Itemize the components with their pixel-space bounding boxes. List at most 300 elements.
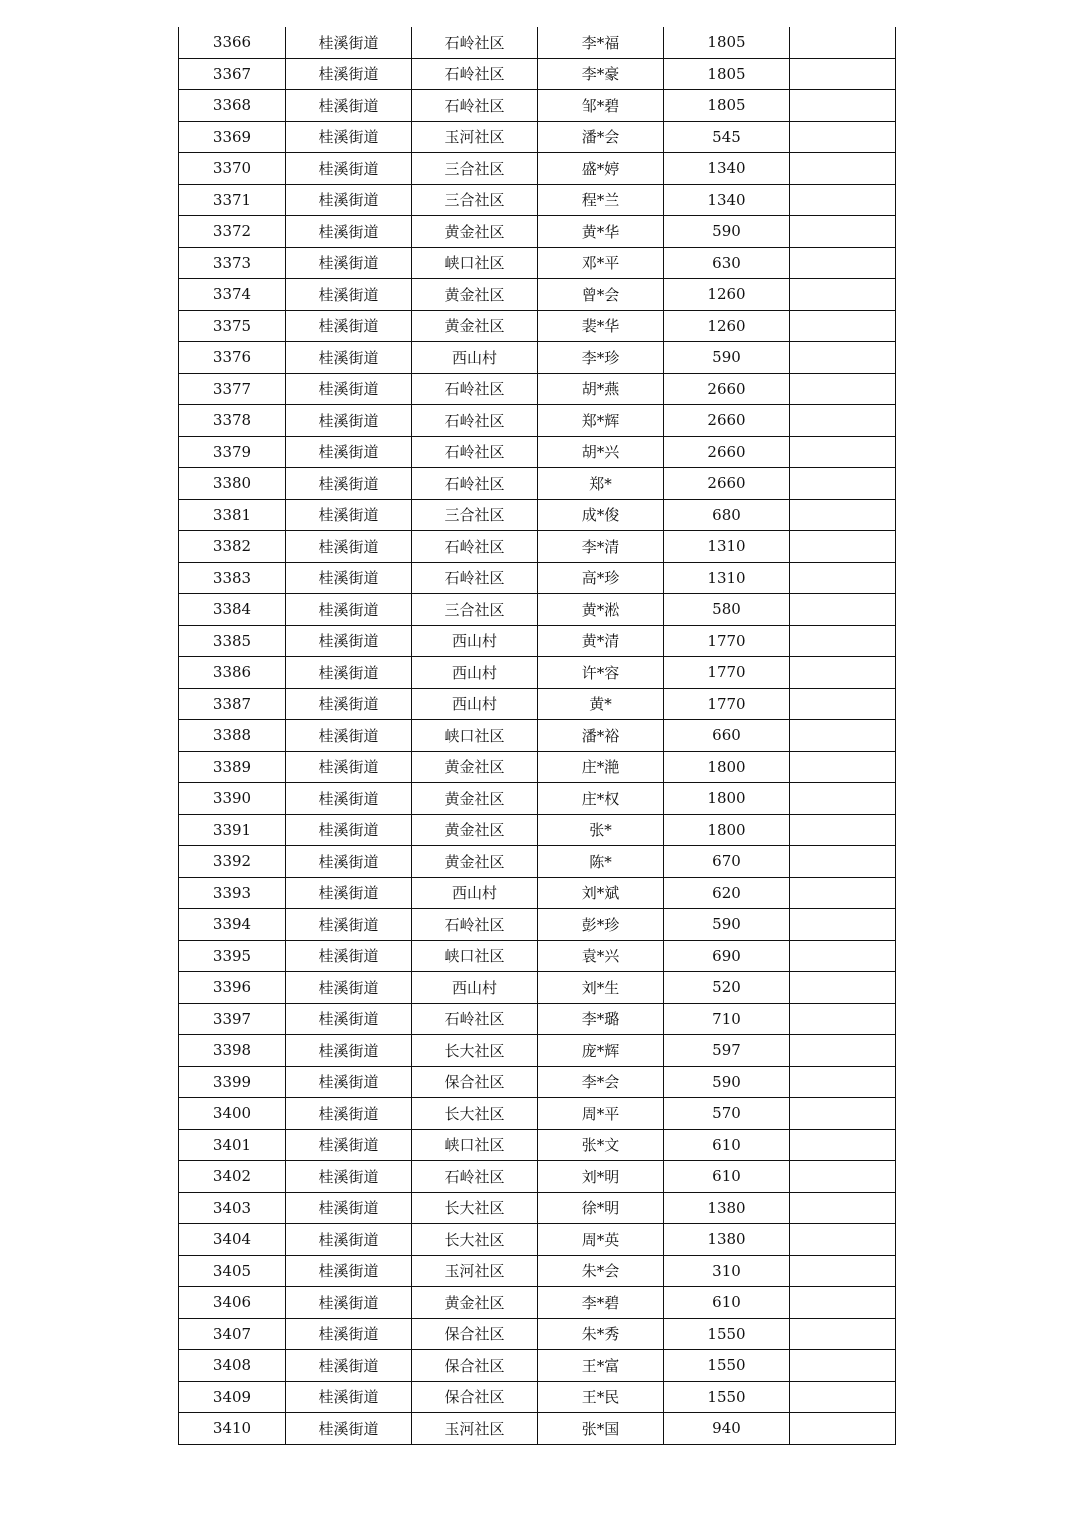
amount-cell: 620 xyxy=(664,877,790,909)
row-number-cell: 3371 xyxy=(179,184,286,216)
name-cell: 郑* xyxy=(538,468,664,500)
name-cell: 李*珍 xyxy=(538,342,664,374)
note-cell xyxy=(790,405,896,437)
table-row xyxy=(179,1066,896,1098)
note-cell xyxy=(790,1066,896,1098)
street-cell: 桂溪街道 xyxy=(286,1098,412,1130)
table-row xyxy=(179,373,896,405)
community-cell: 黄金社区 xyxy=(412,1287,538,1319)
street-cell: 桂溪街道 xyxy=(286,216,412,248)
row-number-cell: 3383 xyxy=(179,562,286,594)
name-cell: 周*英 xyxy=(538,1224,664,1256)
table-row xyxy=(179,58,896,90)
name-cell: 胡*燕 xyxy=(538,373,664,405)
community-cell: 峡口社区 xyxy=(412,1129,538,1161)
row-number-cell: 3391 xyxy=(179,814,286,846)
community-cell: 石岭社区 xyxy=(412,58,538,90)
table-row xyxy=(179,1003,896,1035)
row-number-cell: 3386 xyxy=(179,657,286,689)
note-cell xyxy=(790,310,896,342)
street-cell: 桂溪街道 xyxy=(286,531,412,563)
street-cell: 桂溪街道 xyxy=(286,1413,412,1445)
street-cell: 桂溪街道 xyxy=(286,58,412,90)
name-cell: 周*平 xyxy=(538,1098,664,1130)
note-cell xyxy=(790,468,896,500)
amount-cell: 590 xyxy=(664,909,790,941)
table-row xyxy=(179,247,896,279)
street-cell: 桂溪街道 xyxy=(286,688,412,720)
community-cell: 黄金社区 xyxy=(412,751,538,783)
name-cell: 郑*辉 xyxy=(538,405,664,437)
table-row xyxy=(179,562,896,594)
row-number-cell: 3398 xyxy=(179,1035,286,1067)
street-cell: 桂溪街道 xyxy=(286,153,412,185)
amount-cell: 1805 xyxy=(664,27,790,58)
table-row xyxy=(179,720,896,752)
row-number-cell: 3370 xyxy=(179,153,286,185)
table-row xyxy=(179,405,896,437)
name-cell: 彭*珍 xyxy=(538,909,664,941)
amount-cell: 1800 xyxy=(664,751,790,783)
street-cell: 桂溪街道 xyxy=(286,1381,412,1413)
community-cell: 玉河社区 xyxy=(412,1255,538,1287)
name-cell: 许*容 xyxy=(538,657,664,689)
street-cell: 桂溪街道 xyxy=(286,499,412,531)
table-row xyxy=(179,940,896,972)
community-cell: 西山村 xyxy=(412,688,538,720)
row-number-cell: 3410 xyxy=(179,1413,286,1445)
community-cell: 三合社区 xyxy=(412,594,538,626)
row-number-cell: 3408 xyxy=(179,1350,286,1382)
community-cell: 峡口社区 xyxy=(412,940,538,972)
note-cell xyxy=(790,247,896,279)
row-number-cell: 3397 xyxy=(179,1003,286,1035)
community-cell: 黄金社区 xyxy=(412,279,538,311)
street-cell: 桂溪街道 xyxy=(286,657,412,689)
row-number-cell: 3402 xyxy=(179,1161,286,1193)
amount-cell: 310 xyxy=(664,1255,790,1287)
community-cell: 三合社区 xyxy=(412,184,538,216)
amount-cell: 2660 xyxy=(664,373,790,405)
community-cell: 保合社区 xyxy=(412,1318,538,1350)
table-row xyxy=(179,1318,896,1350)
table-row xyxy=(179,814,896,846)
table-row xyxy=(179,625,896,657)
street-cell: 桂溪街道 xyxy=(286,247,412,279)
amount-cell: 1550 xyxy=(664,1350,790,1382)
amount-cell: 1340 xyxy=(664,153,790,185)
name-cell: 胡*兴 xyxy=(538,436,664,468)
amount-cell: 1800 xyxy=(664,783,790,815)
note-cell xyxy=(790,90,896,122)
row-number-cell: 3407 xyxy=(179,1318,286,1350)
street-cell: 桂溪街道 xyxy=(286,90,412,122)
note-cell xyxy=(790,940,896,972)
table-row xyxy=(179,877,896,909)
amount-cell: 1340 xyxy=(664,184,790,216)
street-cell: 桂溪街道 xyxy=(286,625,412,657)
note-cell xyxy=(790,1255,896,1287)
amount-cell: 670 xyxy=(664,846,790,878)
street-cell: 桂溪街道 xyxy=(286,468,412,500)
name-cell: 高*珍 xyxy=(538,562,664,594)
community-cell: 长大社区 xyxy=(412,1098,538,1130)
amount-cell: 610 xyxy=(664,1161,790,1193)
street-cell: 桂溪街道 xyxy=(286,436,412,468)
community-cell: 西山村 xyxy=(412,625,538,657)
name-cell: 成*俊 xyxy=(538,499,664,531)
name-cell: 刘*斌 xyxy=(538,877,664,909)
table-row xyxy=(179,783,896,815)
table-row xyxy=(179,1192,896,1224)
note-cell xyxy=(790,1129,896,1161)
community-cell: 西山村 xyxy=(412,972,538,1004)
row-number-cell: 3376 xyxy=(179,342,286,374)
table-row xyxy=(179,751,896,783)
note-cell xyxy=(790,720,896,752)
table-row xyxy=(179,153,896,185)
table-row xyxy=(179,1413,896,1445)
table-row xyxy=(179,436,896,468)
table-row xyxy=(179,468,896,500)
row-number-cell: 3405 xyxy=(179,1255,286,1287)
amount-cell: 1380 xyxy=(664,1192,790,1224)
row-number-cell: 3374 xyxy=(179,279,286,311)
table-row xyxy=(179,846,896,878)
amount-cell: 2660 xyxy=(664,436,790,468)
amount-cell: 1260 xyxy=(664,310,790,342)
amount-cell: 1800 xyxy=(664,814,790,846)
table-row xyxy=(179,972,896,1004)
row-number-cell: 3366 xyxy=(179,27,286,58)
row-number-cell: 3403 xyxy=(179,1192,286,1224)
community-cell: 保合社区 xyxy=(412,1066,538,1098)
row-number-cell: 3385 xyxy=(179,625,286,657)
name-cell: 朱*会 xyxy=(538,1255,664,1287)
amount-cell: 940 xyxy=(664,1413,790,1445)
name-cell: 刘*明 xyxy=(538,1161,664,1193)
community-cell: 长大社区 xyxy=(412,1192,538,1224)
street-cell: 桂溪街道 xyxy=(286,1255,412,1287)
name-cell: 王*富 xyxy=(538,1350,664,1382)
community-cell: 保合社区 xyxy=(412,1381,538,1413)
community-cell: 石岭社区 xyxy=(412,909,538,941)
street-cell: 桂溪街道 xyxy=(286,594,412,626)
amount-cell: 1550 xyxy=(664,1318,790,1350)
amount-cell: 2660 xyxy=(664,468,790,500)
community-cell: 峡口社区 xyxy=(412,720,538,752)
street-cell: 桂溪街道 xyxy=(286,751,412,783)
note-cell xyxy=(790,814,896,846)
amount-cell: 520 xyxy=(664,972,790,1004)
community-cell: 黄金社区 xyxy=(412,846,538,878)
street-cell: 桂溪街道 xyxy=(286,27,412,58)
note-cell xyxy=(790,184,896,216)
note-cell xyxy=(790,1413,896,1445)
street-cell: 桂溪街道 xyxy=(286,1192,412,1224)
street-cell: 桂溪街道 xyxy=(286,373,412,405)
community-cell: 石岭社区 xyxy=(412,1161,538,1193)
table-row xyxy=(179,184,896,216)
table-row xyxy=(179,1287,896,1319)
street-cell: 桂溪街道 xyxy=(286,720,412,752)
note-cell xyxy=(790,1224,896,1256)
name-cell: 李*清 xyxy=(538,531,664,563)
row-number-cell: 3369 xyxy=(179,121,286,153)
name-cell: 张*国 xyxy=(538,1413,664,1445)
name-cell: 袁*兴 xyxy=(538,940,664,972)
note-cell xyxy=(790,373,896,405)
note-cell xyxy=(790,342,896,374)
street-cell: 桂溪街道 xyxy=(286,783,412,815)
table-row xyxy=(179,279,896,311)
community-cell: 石岭社区 xyxy=(412,373,538,405)
note-cell xyxy=(790,1192,896,1224)
name-cell: 庞*辉 xyxy=(538,1035,664,1067)
name-cell: 李*豪 xyxy=(538,58,664,90)
amount-cell: 1805 xyxy=(664,90,790,122)
table-row xyxy=(179,499,896,531)
name-cell: 庄*滟 xyxy=(538,751,664,783)
row-number-cell: 3394 xyxy=(179,909,286,941)
street-cell: 桂溪街道 xyxy=(286,1318,412,1350)
amount-cell: 580 xyxy=(664,594,790,626)
amount-cell: 545 xyxy=(664,121,790,153)
community-cell: 黄金社区 xyxy=(412,814,538,846)
street-cell: 桂溪街道 xyxy=(286,1066,412,1098)
note-cell xyxy=(790,625,896,657)
note-cell xyxy=(790,909,896,941)
street-cell: 桂溪街道 xyxy=(286,1224,412,1256)
row-number-cell: 3404 xyxy=(179,1224,286,1256)
row-number-cell: 3395 xyxy=(179,940,286,972)
note-cell xyxy=(790,436,896,468)
note-cell xyxy=(790,121,896,153)
community-cell: 石岭社区 xyxy=(412,531,538,563)
community-cell: 保合社区 xyxy=(412,1350,538,1382)
note-cell xyxy=(790,499,896,531)
name-cell: 张*文 xyxy=(538,1129,664,1161)
row-number-cell: 3406 xyxy=(179,1287,286,1319)
community-cell: 长大社区 xyxy=(412,1035,538,1067)
table-row xyxy=(179,1161,896,1193)
table-row xyxy=(179,909,896,941)
row-number-cell: 3390 xyxy=(179,783,286,815)
amount-cell: 660 xyxy=(664,720,790,752)
amount-cell: 1550 xyxy=(664,1381,790,1413)
row-number-cell: 3387 xyxy=(179,688,286,720)
amount-cell: 590 xyxy=(664,216,790,248)
amount-cell: 597 xyxy=(664,1035,790,1067)
name-cell: 邓*平 xyxy=(538,247,664,279)
table-row xyxy=(179,1224,896,1256)
amount-cell: 590 xyxy=(664,342,790,374)
name-cell: 潘*裕 xyxy=(538,720,664,752)
row-number-cell: 3373 xyxy=(179,247,286,279)
table-row xyxy=(179,1129,896,1161)
street-cell: 桂溪街道 xyxy=(286,1161,412,1193)
street-cell: 桂溪街道 xyxy=(286,1287,412,1319)
row-number-cell: 3382 xyxy=(179,531,286,563)
note-cell xyxy=(790,216,896,248)
street-cell: 桂溪街道 xyxy=(286,279,412,311)
note-cell xyxy=(790,594,896,626)
community-cell: 石岭社区 xyxy=(412,1003,538,1035)
note-cell xyxy=(790,27,896,58)
amount-cell: 590 xyxy=(664,1066,790,1098)
street-cell: 桂溪街道 xyxy=(286,877,412,909)
street-cell: 桂溪街道 xyxy=(286,1129,412,1161)
amount-cell: 710 xyxy=(664,1003,790,1035)
community-cell: 西山村 xyxy=(412,342,538,374)
note-cell xyxy=(790,1098,896,1130)
amount-cell: 1805 xyxy=(664,58,790,90)
note-cell xyxy=(790,1318,896,1350)
community-cell: 西山村 xyxy=(412,877,538,909)
row-number-cell: 3388 xyxy=(179,720,286,752)
name-cell: 曾*会 xyxy=(538,279,664,311)
row-number-cell: 3372 xyxy=(179,216,286,248)
table-row xyxy=(179,90,896,122)
note-cell xyxy=(790,153,896,185)
row-number-cell: 3409 xyxy=(179,1381,286,1413)
amount-cell: 1380 xyxy=(664,1224,790,1256)
street-cell: 桂溪街道 xyxy=(286,940,412,972)
row-number-cell: 3368 xyxy=(179,90,286,122)
note-cell xyxy=(790,783,896,815)
street-cell: 桂溪街道 xyxy=(286,342,412,374)
row-number-cell: 3392 xyxy=(179,846,286,878)
name-cell: 黄*华 xyxy=(538,216,664,248)
name-cell: 黄*淞 xyxy=(538,594,664,626)
amount-cell: 1770 xyxy=(664,657,790,689)
name-cell: 陈* xyxy=(538,846,664,878)
row-number-cell: 3399 xyxy=(179,1066,286,1098)
name-cell: 裴*华 xyxy=(538,310,664,342)
table-row xyxy=(179,594,896,626)
roster-table-body xyxy=(179,27,896,1444)
name-cell: 庄*权 xyxy=(538,783,664,815)
name-cell: 李*福 xyxy=(538,27,664,58)
street-cell: 桂溪街道 xyxy=(286,1003,412,1035)
row-number-cell: 3393 xyxy=(179,877,286,909)
table-row xyxy=(179,342,896,374)
row-number-cell: 3377 xyxy=(179,373,286,405)
note-cell xyxy=(790,657,896,689)
note-cell xyxy=(790,1003,896,1035)
street-cell: 桂溪街道 xyxy=(286,310,412,342)
note-cell xyxy=(790,1287,896,1319)
table-row xyxy=(179,688,896,720)
amount-cell: 630 xyxy=(664,247,790,279)
street-cell: 桂溪街道 xyxy=(286,562,412,594)
amount-cell: 1770 xyxy=(664,625,790,657)
amount-cell: 570 xyxy=(664,1098,790,1130)
table-row xyxy=(179,27,896,58)
street-cell: 桂溪街道 xyxy=(286,814,412,846)
table-row xyxy=(179,1255,896,1287)
amount-cell: 1310 xyxy=(664,562,790,594)
amount-cell: 610 xyxy=(664,1287,790,1319)
community-cell: 三合社区 xyxy=(412,153,538,185)
table-row xyxy=(179,121,896,153)
name-cell: 徐*明 xyxy=(538,1192,664,1224)
name-cell: 王*民 xyxy=(538,1381,664,1413)
street-cell: 桂溪街道 xyxy=(286,405,412,437)
amount-cell: 680 xyxy=(664,499,790,531)
row-number-cell: 3384 xyxy=(179,594,286,626)
table-row xyxy=(179,531,896,563)
community-cell: 长大社区 xyxy=(412,1224,538,1256)
table-row xyxy=(179,1098,896,1130)
note-cell xyxy=(790,562,896,594)
row-number-cell: 3380 xyxy=(179,468,286,500)
note-cell xyxy=(790,531,896,563)
table-row xyxy=(179,1035,896,1067)
row-number-cell: 3381 xyxy=(179,499,286,531)
name-cell: 盛*婷 xyxy=(538,153,664,185)
table-row xyxy=(179,1381,896,1413)
community-cell: 峡口社区 xyxy=(412,247,538,279)
community-cell: 玉河社区 xyxy=(412,1413,538,1445)
amount-cell: 1770 xyxy=(664,688,790,720)
name-cell: 邹*碧 xyxy=(538,90,664,122)
table-row xyxy=(179,657,896,689)
amount-cell: 690 xyxy=(664,940,790,972)
table-row xyxy=(179,1350,896,1382)
row-number-cell: 3375 xyxy=(179,310,286,342)
note-cell xyxy=(790,846,896,878)
roster-table xyxy=(178,27,896,1445)
community-cell: 三合社区 xyxy=(412,499,538,531)
note-cell xyxy=(790,1035,896,1067)
row-number-cell: 3378 xyxy=(179,405,286,437)
street-cell: 桂溪街道 xyxy=(286,1035,412,1067)
row-number-cell: 3401 xyxy=(179,1129,286,1161)
name-cell: 刘*生 xyxy=(538,972,664,1004)
row-number-cell: 3400 xyxy=(179,1098,286,1130)
note-cell xyxy=(790,751,896,783)
name-cell: 李*璐 xyxy=(538,1003,664,1035)
community-cell: 黄金社区 xyxy=(412,783,538,815)
community-cell: 黄金社区 xyxy=(412,310,538,342)
community-cell: 玉河社区 xyxy=(412,121,538,153)
community-cell: 石岭社区 xyxy=(412,562,538,594)
note-cell xyxy=(790,1381,896,1413)
community-cell: 石岭社区 xyxy=(412,436,538,468)
amount-cell: 2660 xyxy=(664,405,790,437)
note-cell xyxy=(790,1161,896,1193)
community-cell: 黄金社区 xyxy=(412,216,538,248)
row-number-cell: 3379 xyxy=(179,436,286,468)
community-cell: 西山村 xyxy=(412,657,538,689)
street-cell: 桂溪街道 xyxy=(286,184,412,216)
name-cell: 李*碧 xyxy=(538,1287,664,1319)
community-cell: 石岭社区 xyxy=(412,468,538,500)
name-cell: 潘*会 xyxy=(538,121,664,153)
row-number-cell: 3389 xyxy=(179,751,286,783)
name-cell: 黄* xyxy=(538,688,664,720)
row-number-cell: 3396 xyxy=(179,972,286,1004)
street-cell: 桂溪街道 xyxy=(286,972,412,1004)
row-number-cell: 3367 xyxy=(179,58,286,90)
table-row xyxy=(179,216,896,248)
amount-cell: 1260 xyxy=(664,279,790,311)
street-cell: 桂溪街道 xyxy=(286,846,412,878)
street-cell: 桂溪街道 xyxy=(286,121,412,153)
community-cell: 石岭社区 xyxy=(412,90,538,122)
street-cell: 桂溪街道 xyxy=(286,909,412,941)
